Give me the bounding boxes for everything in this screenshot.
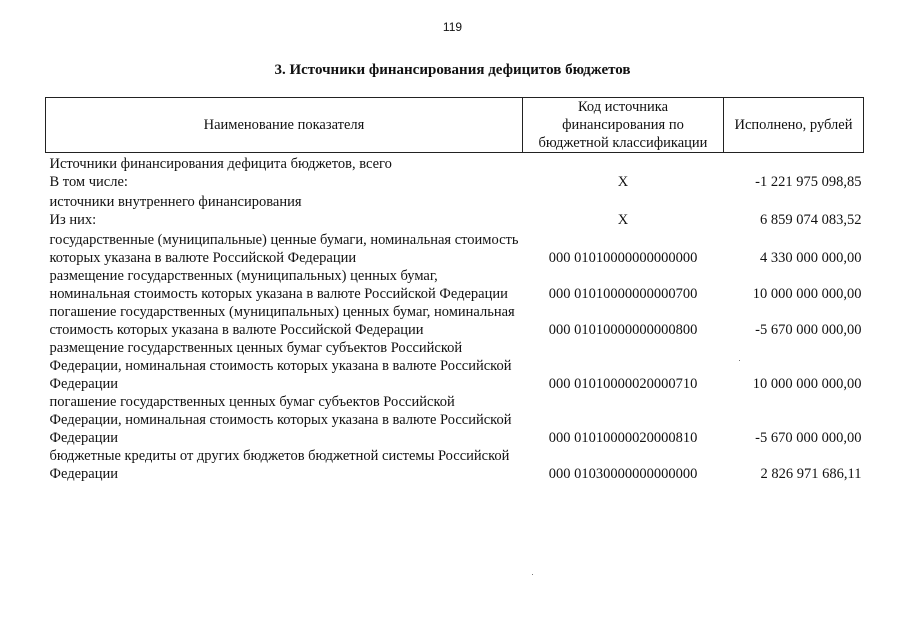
row-code: 000 01010000020000810 bbox=[548, 430, 698, 446]
header-source-code: Код источника финансирования по бюджетной классификации bbox=[523, 98, 724, 153]
row-name: источники внутреннего финансирования Из них: bbox=[49, 194, 302, 228]
table-row bbox=[46, 339, 864, 393]
table-row bbox=[46, 193, 864, 229]
row-code: 000 01010000020000710 bbox=[548, 376, 698, 392]
table-row bbox=[46, 303, 864, 339]
header-indicator-name: Наименование показателя bbox=[46, 98, 523, 153]
row-code: X bbox=[617, 212, 629, 228]
row-name: погашение государственных ценных бумаг субъектов Российской Федерации, номинальная стоимость которых указана в валюте Российской Федерации bbox=[49, 394, 512, 446]
row-name: погашение государственных (муниципальных) ценных бумаг, номинальная стоимость которых указана в валюте Российской Федерации bbox=[49, 304, 515, 338]
row-amount: 6 859 074 083,52 bbox=[760, 212, 862, 228]
row-amount: 10 000 000 000,00 bbox=[752, 286, 862, 302]
row-code: 000 01030000000000000 bbox=[548, 466, 698, 482]
table-row bbox=[46, 155, 864, 191]
row-code: 000 01010000000000000 bbox=[548, 250, 698, 266]
row-amount: 4 330 000 000,00 bbox=[760, 250, 862, 266]
row-amount: -5 670 000 000,00 bbox=[755, 322, 862, 338]
row-amount: -1 221 975 098,85 bbox=[755, 174, 862, 190]
row-name: размещение государственных (муниципальных) ценных бумаг, номинальная стоимость которых указана в валюте Российской Федерации bbox=[49, 268, 508, 302]
table-row bbox=[46, 267, 864, 303]
row-code: X bbox=[617, 174, 629, 190]
table-row bbox=[46, 393, 864, 447]
row-amount: 10 000 000 000,00 bbox=[752, 376, 862, 392]
scan-speck bbox=[532, 574, 533, 575]
row-name: размещение государственных ценных бумаг субъектов Российской Федерации, номинальная стоимость которых указана в валюте Российской Федерации bbox=[49, 340, 512, 392]
row-code: 000 01010000000000800 bbox=[548, 322, 698, 338]
financing-sources-table bbox=[45, 97, 864, 483]
row-code: 000 01010000000000700 bbox=[548, 286, 698, 302]
section-title: 3. Источники финансирования дефицитов бюджетов bbox=[274, 62, 631, 78]
row-name: бюджетные кредиты от других бюджетов бюджетной системы Российской Федерации bbox=[49, 448, 510, 482]
row-name: государственные (муниципальные) ценные бумаги, номинальная стоимость которых указана в валюте Российской Федерации bbox=[49, 232, 519, 266]
table-row bbox=[46, 447, 864, 483]
header-executed-amount: Исполнено, рублей bbox=[724, 98, 864, 153]
table-header-row bbox=[46, 98, 864, 153]
row-name: Источники финансирования дефицита бюджетов, всего В том числе: bbox=[49, 156, 392, 190]
scan-speck bbox=[739, 360, 740, 361]
table-row bbox=[46, 231, 864, 267]
row-amount: -5 670 000 000,00 bbox=[755, 430, 862, 446]
table-body bbox=[46, 153, 864, 484]
row-amount: 2 826 971 686,11 bbox=[760, 466, 862, 482]
page-number: 119 bbox=[442, 20, 463, 34]
